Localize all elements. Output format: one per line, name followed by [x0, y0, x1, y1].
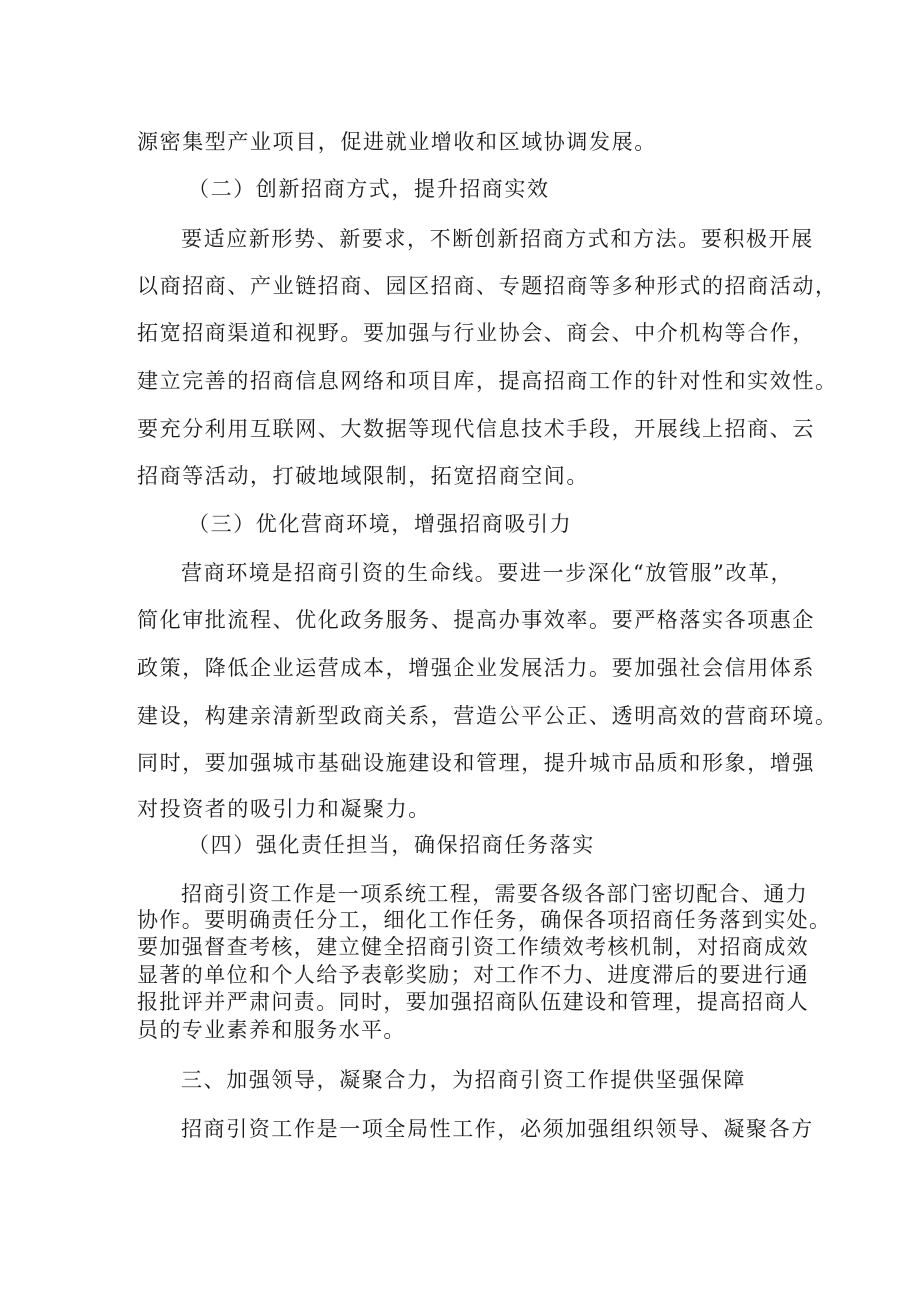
- section-heading-2: （二）创新招商方式，提升招商实效: [188, 177, 550, 201]
- body-text-line: 报批评并严肃问责。同时，要加强招商队伍建设和管理，提高招商人: [137, 990, 809, 1014]
- section-heading-4: （四）强化责任担当，确保招商任务落实: [188, 833, 595, 857]
- body-text-line: 拓宽招商渠道和视野。要加强与行业协会、商会、中介机构等合作，: [137, 321, 815, 345]
- body-text-line: 营商环境是招商引资的生命线。要进一步深化“放管服”改革，: [181, 561, 794, 585]
- body-text-line: 招商等活动，打破地域限制，拓宽招商空间。: [137, 464, 589, 488]
- body-text-line: 要适应新形势、新要求，不断创新招商方式和方法。要积极开展: [181, 227, 814, 251]
- body-text-line: 建立完善的招商信息网络和项目库，提高招商工作的针对性和实效性。: [137, 369, 838, 393]
- body-text-line: 员的专业素养和服务水平。: [137, 1018, 406, 1042]
- body-text-line: 源密集型产业项目，促进就业增收和区域协调发展。: [137, 130, 657, 154]
- body-text-line: 协作。要明确责任分工，细化工作任务，确保各项招商任务落到实处。: [137, 908, 832, 932]
- body-text-line: 要充分利用互联网、大数据等现代信息技术手段，开展线上招商、云: [137, 417, 815, 441]
- section-heading-3: （三）优化营商环境，增强招商吸引力: [188, 512, 573, 536]
- body-text-line: 招商引资工作是一项系统工程，需要各级各部门密切配合、通力: [181, 882, 809, 906]
- body-text-line: 显著的单位和个人给予表彰奖励；对工作不力、进度滞后的要进行通: [137, 963, 809, 987]
- body-text-line: 政策，降低企业运营成本，增强企业发展活力。要加强社会信用体系: [137, 656, 815, 680]
- body-text-line: 招商引资工作是一项全局性工作，必须加强组织领导、凝聚各方: [181, 1117, 814, 1141]
- body-text-line: 以商招商、产业链招商、园区招商、专题招商等多种形式的招商活动，: [137, 274, 838, 298]
- body-text-line: 要加强督查考核，建立健全招商引资工作绩效考核机制，对招商成效: [137, 935, 809, 959]
- body-text-line: 对投资者的吸引力和凝聚力。: [137, 797, 431, 821]
- body-text-line: 建设，构建亲清新型政商关系，营造公平公正、透明高效的营商环境。: [137, 704, 838, 728]
- body-text-line: 简化审批流程、优化政务服务、提高办事效率。要严格落实各项惠企: [137, 608, 815, 632]
- chapter-heading-3: 三、加强领导，凝聚合力，为招商引资工作提供坚强保障: [181, 1068, 746, 1092]
- body-text-line: 同时，要加强城市基础设施建设和管理，提升城市品质和形象，增强: [137, 751, 815, 775]
